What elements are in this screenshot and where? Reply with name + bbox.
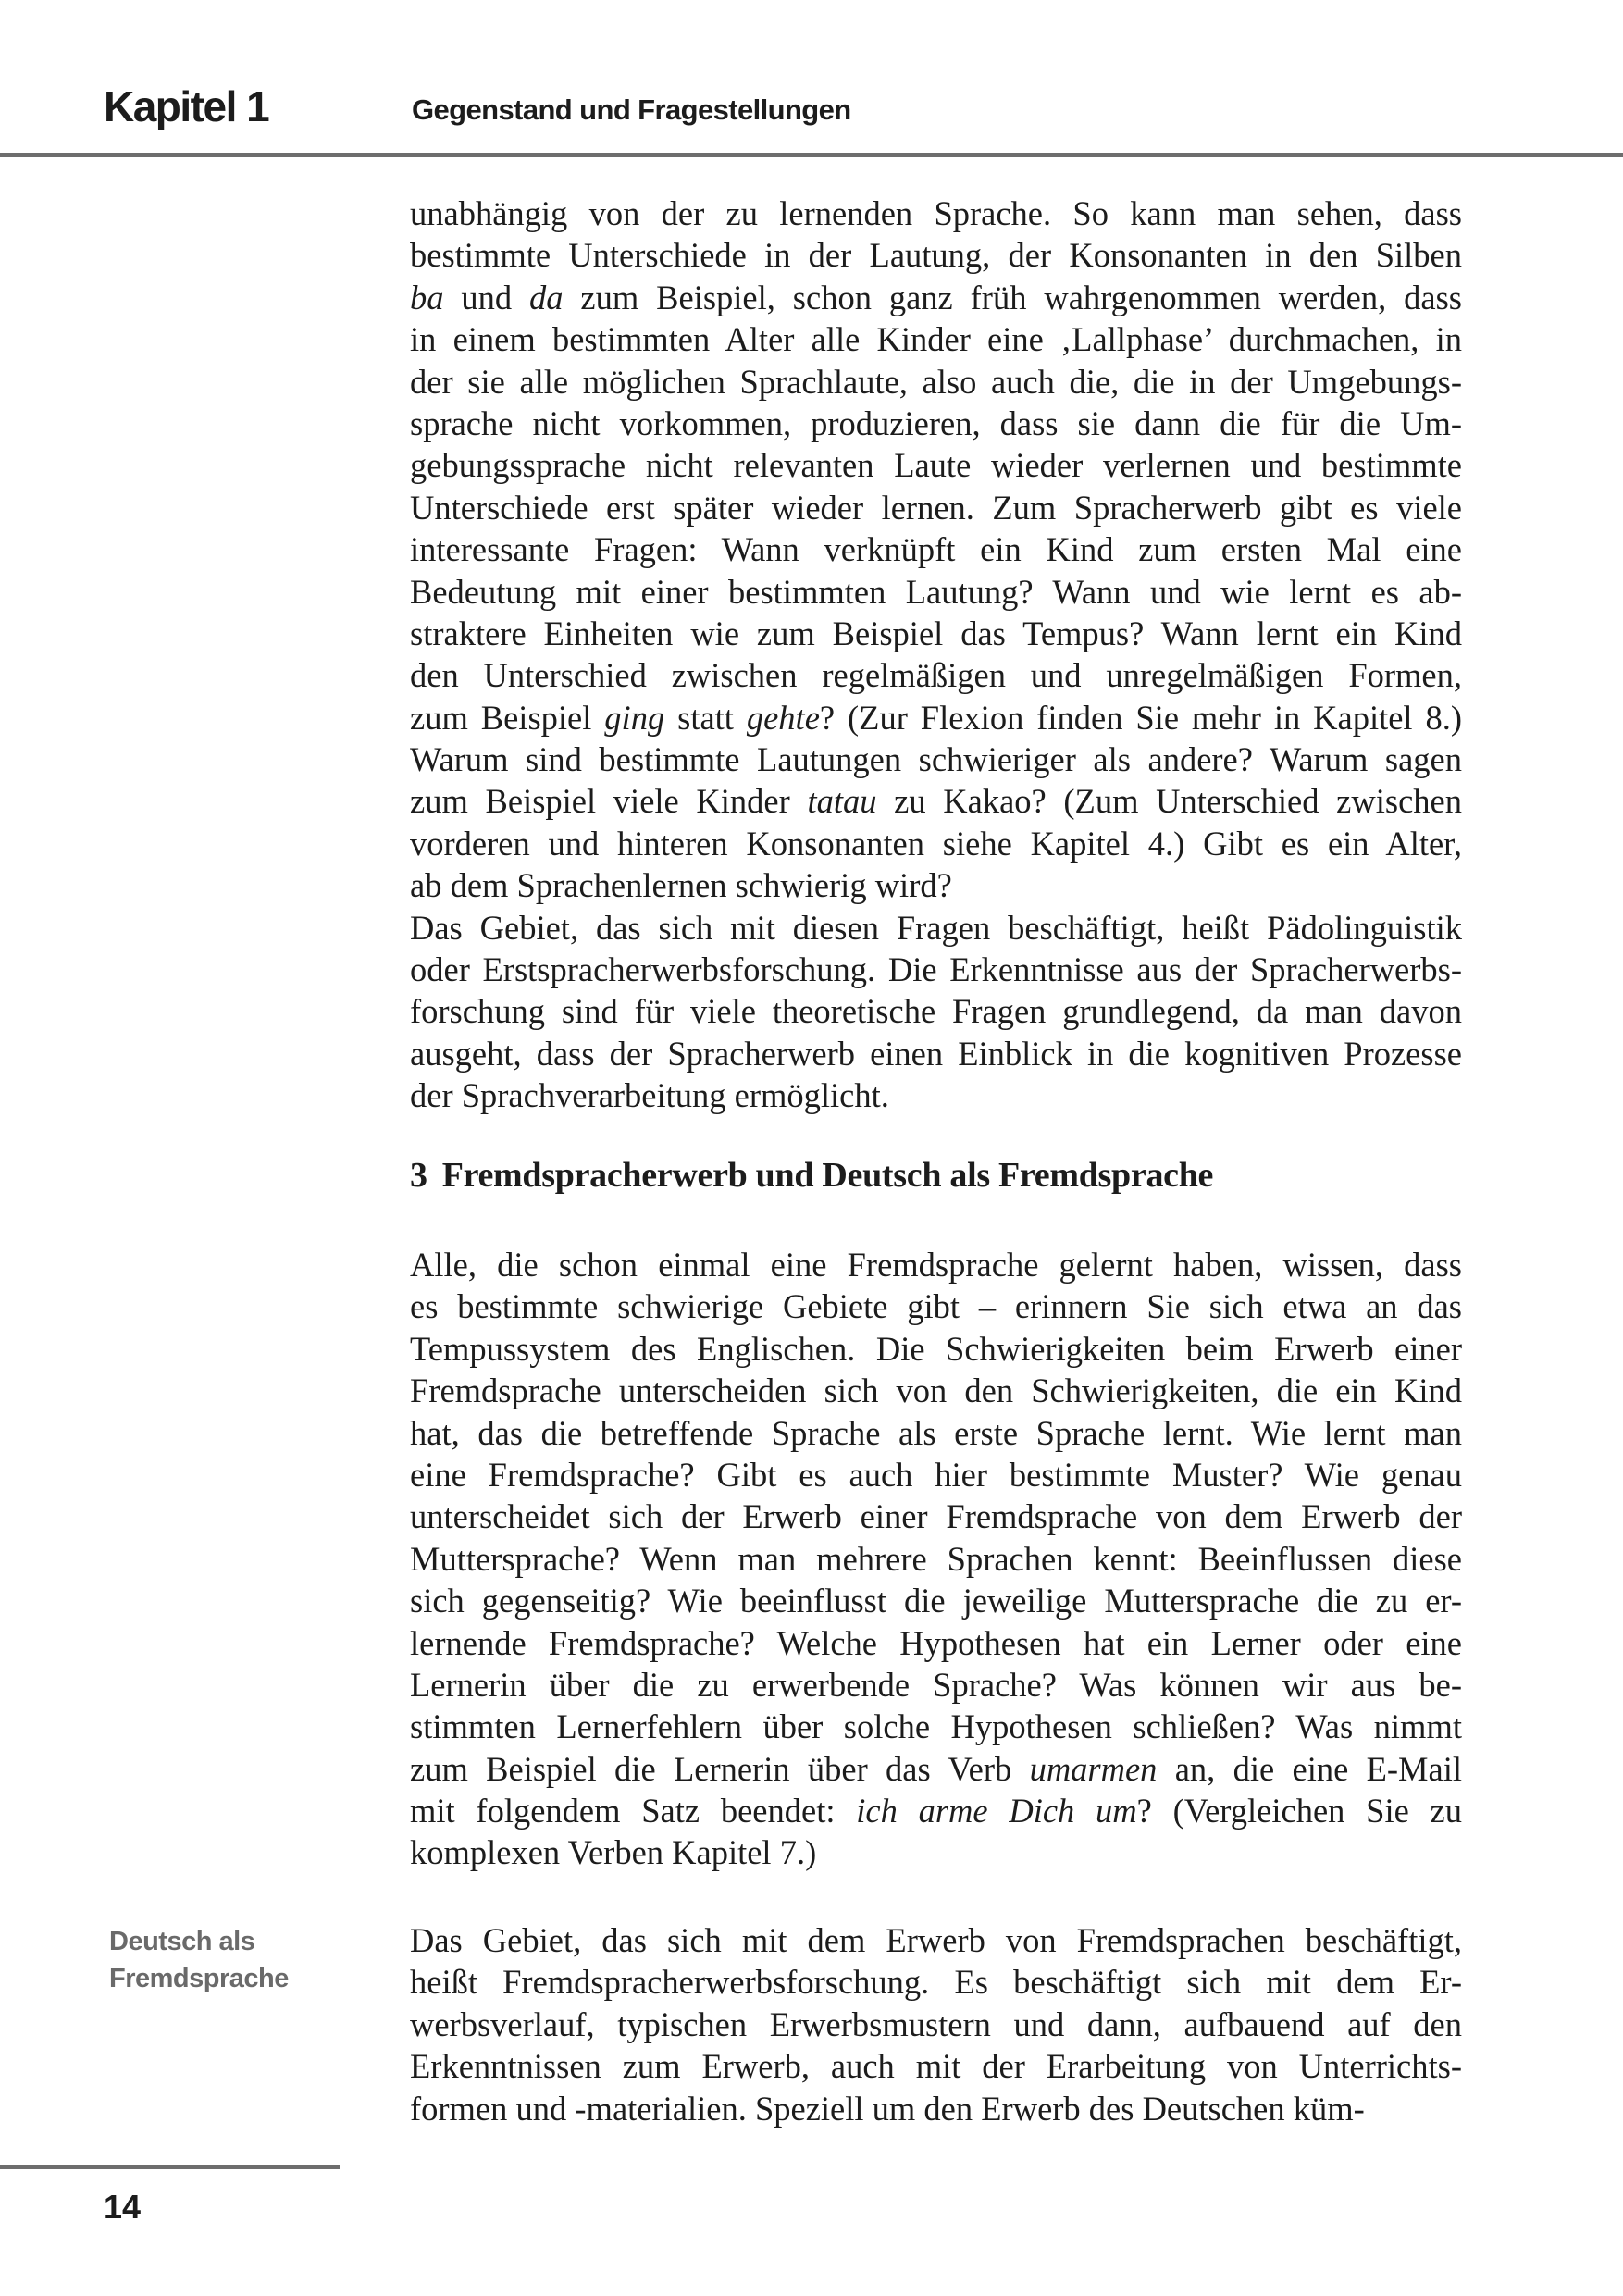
text-line: in einem bestimmten Alter alle Kinder eine ‚Lallphase’ durchmachen, in [410,320,1462,359]
text-line: Warum sind bestimmte Lautungen schwieriger als andere? Warum sagen [410,740,1462,779]
italic-term: gehte [746,698,820,737]
paragraph-block-first-language-acquisition [410,192,1462,1117]
text-line: gebungssprache nicht relevanten Laute wieder verlernen und bestimmte [410,446,1462,485]
margin-note [109,1923,289,1997]
text-line: es bestimmte schwierige Gebiete gibt – erinnern Sie sich etwa an das [410,1287,1462,1326]
section-title: Fremdspracherwerb und Deutsch als Fremdsprache [441,1156,1214,1195]
section-number: 3 [410,1156,427,1195]
text-line: hat, das die betreffende Sprache als erste Sprache lernt. Wie lernt man [410,1413,1462,1452]
paragraph-block-research-field [410,1919,1462,2129]
italic-term: ba [410,278,444,316]
text-line: mit folgendem Satz beendet: ich arme Dich um? (Vergleichen Sie zu [410,1792,1462,1831]
text-line: Tempussystem des Englischen. Die Schwierigkeiten beim Erwerb einer [410,1329,1462,1368]
section-heading [410,1155,1213,1196]
text-line: unterscheidet sich der Erwerb einer Fremdsprache von dem Erwerb der [410,1497,1462,1536]
italic-term: da [529,278,564,316]
text-line: zum Beispiel die Lernerin über das Verb umarmen an, die eine E-Mail [410,1749,1462,1788]
text-line: der sie alle möglichen Sprachlaute, also auch die, die in der Umgebungs- [410,362,1462,401]
text-line: vorderen und hinteren Konsonanten siehe Kapitel 4.) Gibt es ein Alter, [410,824,1462,863]
text-line: heißt Fremdspracherwerbsforschung. Es beschäftigt sich mit dem Er- [410,1963,1462,2002]
text-line: ausgeht, dass der Spracherwerb einen Einblick in die kognitiven Prozesse [410,1034,1462,1073]
page-number: 14 [104,2188,142,2226]
text-line: bestimmte Unterschiede in der Lautung, der Konsonanten in den Silben [410,236,1462,275]
text-line: ab dem Sprachenlernen schwierig wird? [410,866,952,905]
text-line: Bedeutung mit einer bestimmten Lautung? Wann und wie lernt es ab- [410,572,1462,611]
italic-term: ging [604,698,665,737]
text-line: zum Beispiel viele Kinder tatau zu Kakao? (Zum Unterschied zwischen [410,782,1462,821]
italic-term: tatau [807,782,877,821]
text-line: Alle, die schon einmal eine Fremdsprache gelernt haben, wissen, dass [410,1246,1462,1284]
text-line: Fremdsprache unterscheiden sich von den Schwierigkeiten, die ein Kind [410,1371,1462,1410]
text-line: formen und -materialien. Speziell um den Erwerb des Deutschen küm- [410,2089,1365,2128]
text-line: zum Beispiel ging statt gehte? (Zur Flexion finden Sie mehr in Kapitel 8.) [410,698,1463,737]
text-line: eine Fremdsprache? Gibt es auch hier bestimmte Muster? Wie genau [410,1455,1462,1494]
text-line: den Unterschied zwischen regelmäßigen und unregelmäßigen Formen, [410,656,1462,695]
text-line: der Sprachverarbeitung ermöglicht. [410,1076,889,1115]
text-line: lernende Fremdsprache? Welche Hypothesen hat ein Lerner oder eine [410,1623,1462,1662]
text-line: werbsverlauf, typischen Erwerbsmustern und dann, aufbauend auf den [410,2004,1462,2043]
margin-note-line-1: Deutsch als [109,1927,255,1956]
text-line: Muttersprache? Wenn man mehrere Sprachen kennt: Beeinflussen diese [410,1539,1462,1578]
text-line: sprache nicht vorkommen, produzieren, dass sie dann die für die Um- [410,403,1462,442]
chapter-label: Kapitel 1 [104,82,269,130]
text-line: Das Gebiet, das sich mit dem Erwerb von Fremdsprachen beschäftigt, [410,1921,1462,1959]
text-line: stimmten Lernerfehlern über solche Hypothesen schließen? Was nimmt [410,1707,1462,1746]
text-line: Lernerin über die zu erwerbende Sprache? Was können wir aus be- [410,1665,1462,1704]
text-line: unabhängig von der zu lernenden Sprache. So kann man sehen, dass [410,194,1462,232]
text-line: oder Erstspracherwerbsforschung. Die Erkenntnisse aus der Spracherwerbs- [410,950,1462,989]
text-line: komplexen Verben Kapitel 7.) [410,1833,817,1872]
text-line: straktere Einheiten wie zum Beispiel das Tempus? Wann lernt ein Kind [410,614,1462,652]
text-line: Unterschiede erst später wieder lernen. Zum Spracherwerb gibt es viele [410,488,1462,527]
paragraph-block-foreign-language-acquisition [410,1244,1462,1874]
text-line: sich gegenseitig? Wie beeinflusst die jeweilige Muttersprache die zu er- [410,1582,1462,1620]
text-line: forschung sind für viele theoretische Fragen grundlegend, da man davon [410,992,1462,1031]
margin-note-line-2: Fremdsprache [109,1964,289,1993]
text-line: ba und da zum Beispiel, schon ganz früh wahrgenommen werden, dass [410,278,1462,316]
header-rule-divider [0,153,1623,157]
footer-rule-divider [0,2165,340,2169]
chapter-title: Gegenstand und Fragestellungen [412,93,851,126]
running-head [0,0,1623,162]
text-line: Erkenntnissen zum Erwerb, auch mit der Erarbeitung von Unterrichts- [410,2047,1462,2086]
italic-term: umarmen [1029,1749,1158,1788]
text-line: Das Gebiet, das sich mit diesen Fragen beschäftigt, heißt Pädolinguistik [410,908,1462,947]
italic-term: ich arme Dich um [856,1792,1137,1831]
text-line: interessante Fragen: Wann verknüpft ein Kind zum ersten Mal eine [410,530,1462,569]
